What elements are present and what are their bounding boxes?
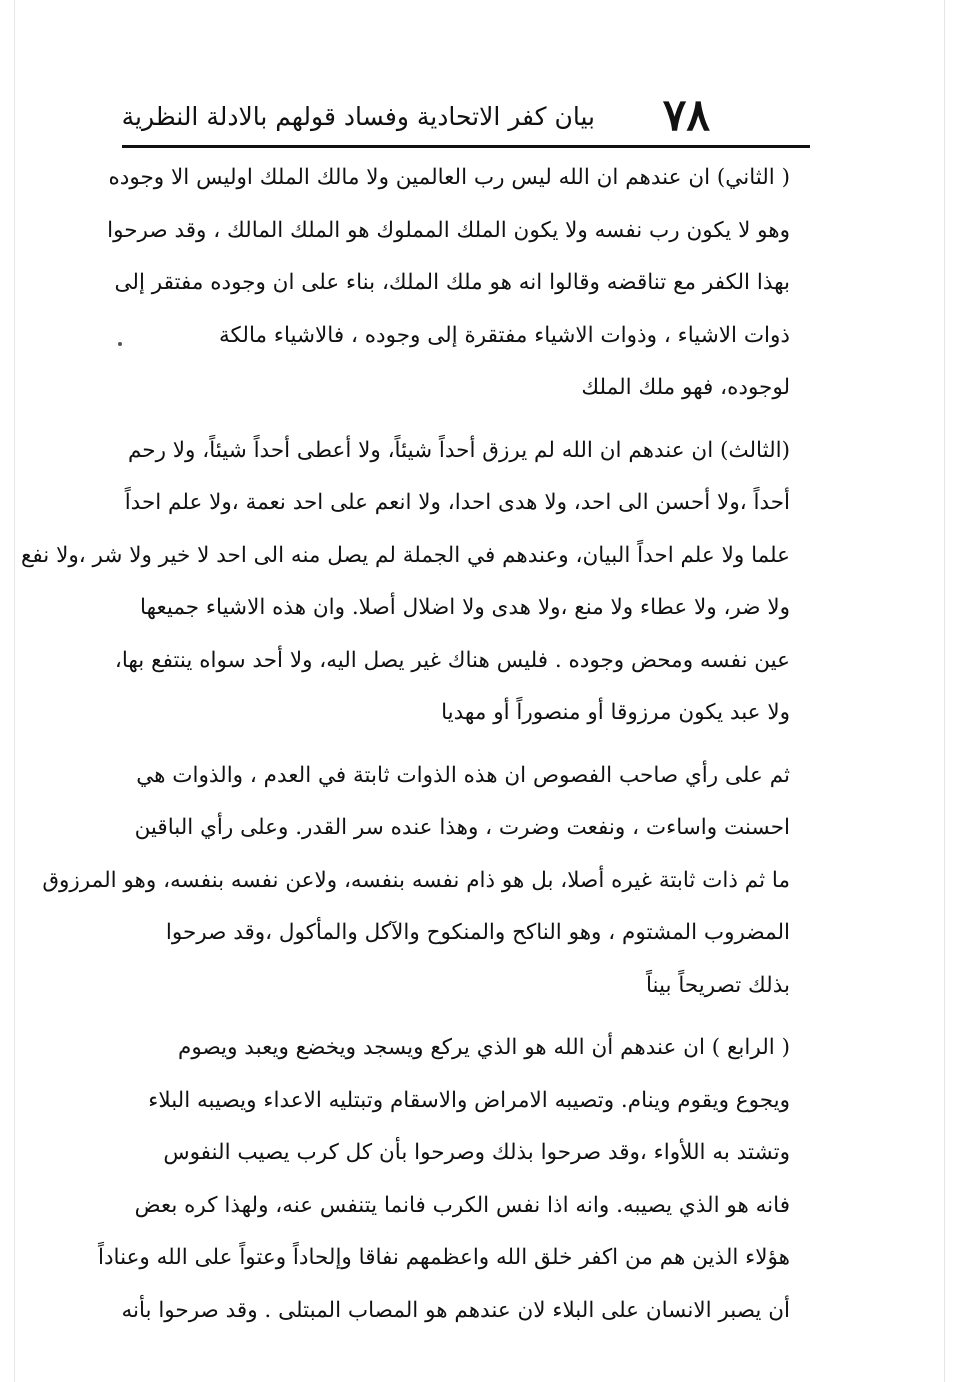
text-line: ما ثم ذات ثابتة غيره أصلا، بل هو ذام نفسه بنفسه، ولاعن نفسه بنفسه، وهو المرزوق — [42, 867, 790, 893]
text-line: لوجوده، فهو ملك الملك — [581, 375, 790, 400]
text-line: وتشتد به اللأواء ،وقد صرحوا بذلك وصرحوا بأن كل كرب يصيب النفوس — [163, 1140, 790, 1165]
paragraph-fourth — [97, 1022, 790, 1337]
page-number: ٧٨ — [662, 90, 710, 141]
paragraph-third — [20, 425, 790, 740]
text-line: عين نفسه ومحض وجوده . فليس هناك غير يصل اليه، ولا أحد سواه ينتفع بها، — [114, 647, 790, 673]
paragraph-fusus — [42, 750, 790, 1013]
text-line: ثم على رأي صاحب الفصوص ان هذه الذوات ثابتة في العدم ، والذوات هي — [136, 762, 790, 788]
text-line: ولا ضر، ولا عطاء ولا منع ،ولا هدى ولا اضلال أصلا. وان هذه الاشياء جميعها — [140, 595, 790, 620]
paragraph-second — [107, 152, 790, 415]
scan-edge-left — [14, 0, 15, 1382]
page-header — [121, 90, 800, 146]
text-line: أن يصبر الانسان على البلاء لان عندهم هو المصاب المبتلى . وقد صرحوا بأنه — [121, 1297, 790, 1323]
text-line: المضروب المشتوم ، وهو الناكح والمنكوح والآكل والمأكول ،وقد صرحوا — [165, 920, 790, 945]
text-line: بذلك تصريحاً بيناً — [645, 972, 790, 998]
text-line: فانه هو الذي يصيبه. وانه اذا نفس الكرب فانما يتنفس عنه، ولهذا كره بعض — [134, 1192, 790, 1218]
text-line: بهذا الكفر مع تناقضه وقالوا انه هو ملك الملك، بناء على ان وجوده مفتقر إلى — [114, 270, 790, 295]
text-line: احسنت واساءت ، ونفعت وضرت ، وهذا عنده سر القدر. وعلى رأي الباقين — [134, 815, 790, 840]
text-line: وهو لا يكون رب نفسه ولا يكون الملك المملوك هو الملك المالك ، وقد صرحوا — [107, 217, 790, 243]
running-title: بيان كفر الاتحادية وفساد قولهم بالادلة النظرية — [121, 102, 595, 131]
text-line: هؤلاء الذين هم من اكفر خلق الله واعظمهم نفاقا وإلحاداً وعتواً على الله وعناداً — [97, 1245, 790, 1270]
body-text — [20, 152, 790, 1337]
text-line: علما ولا علم احداً البيان، وعندهم في الجملة لم يصل منه الى احد لا خير ولا شر ،ولا نفع — [20, 542, 790, 568]
text-line: ويجوع ويقوم وينام. وتصيبه الامراض والاسقام وتبتليه الاعداء ويصيبه البلاء — [148, 1087, 790, 1113]
text-line: ( الثاني) ان عندهم ان الله ليس رب العالمين ولا مالك الملك اوليس الا وجوده — [108, 165, 790, 190]
text-line: أحداً ،ولا أحسن الى احد، ولا هدى احدا، ولا انعم على احد نعمة ،ولا علم احداً — [124, 490, 790, 515]
text-line: ولا عبد يكون مرزوقا أو منصوراً أو مهديا — [441, 700, 790, 725]
text-line: ذوات الاشياء ، وذوات الاشياء مفتقرة إلى وجوده ، فالاشياء مالكة — [219, 322, 790, 348]
text-line: (الثالث) ان عندهم ان الله لم يرزق أحداً شيئاً، ولا أعطى أحداً شيئاً، ولا رحم — [127, 437, 790, 463]
scan-edge-right — [944, 0, 945, 1382]
text-line: ( الرابع ) ان عندهم أن الله هو الذي يركع ويسجد ويخضع ويعبد ويصوم — [178, 1035, 790, 1060]
header-rule — [122, 145, 810, 148]
